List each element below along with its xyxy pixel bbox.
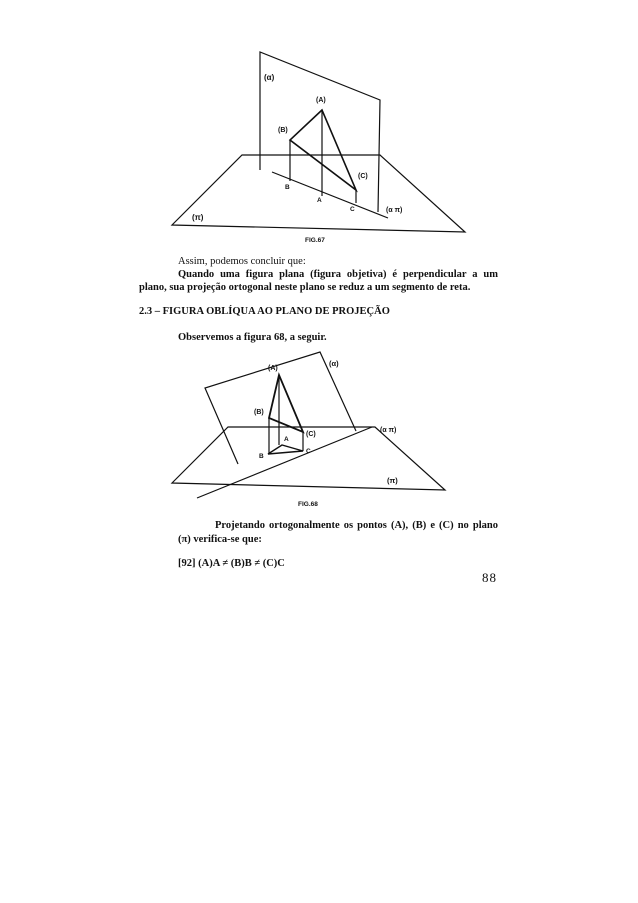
label-pi-67: (π) bbox=[192, 213, 204, 222]
label-intersection-67: (α π) bbox=[386, 207, 403, 214]
conclusion-line-2: plano, sua projeção ortogonal neste plano se reduz a um segmento de reta. bbox=[139, 282, 471, 293]
projecting-line-2: (π) verifica-se que: bbox=[178, 534, 262, 545]
triangle-68 bbox=[269, 375, 303, 432]
label-C-proj-68: C bbox=[306, 448, 311, 455]
intro-text: Assim, podemos concluir que: bbox=[178, 256, 306, 267]
label-A-proj-68: A bbox=[284, 436, 289, 443]
page-number: 88 bbox=[482, 570, 497, 585]
label-alpha-68: (α) bbox=[329, 359, 339, 368]
label-B-space-67: (B) bbox=[278, 127, 288, 134]
projected-triangle-68 bbox=[268, 445, 303, 454]
section-heading: 2.3 – FIGURA OBLÍQUA AO PLANO DE PROJEÇÃO bbox=[139, 306, 390, 317]
plane-alpha-68 bbox=[205, 352, 356, 464]
label-B-proj-67: B bbox=[285, 184, 290, 191]
label-A-space-68: (A) bbox=[268, 365, 278, 372]
projecting-line-1: Projetando ortogonalmente os pontos (A), (B) e (C) no plano bbox=[215, 520, 498, 531]
equation-92: [92] (A)A ≠ (B)B ≠ (C)C bbox=[178, 558, 285, 569]
label-A-space-67: (A) bbox=[316, 97, 326, 104]
label-C-proj-67: C bbox=[350, 206, 355, 213]
caption-fig68: FIG.68 bbox=[298, 501, 318, 508]
label-A-proj-67: A bbox=[317, 197, 322, 204]
label-C-space-68: (C) bbox=[306, 431, 316, 438]
caption-fig67: FIG.67 bbox=[305, 237, 325, 244]
label-B-space-68: (B) bbox=[254, 409, 264, 416]
label-C-space-67: (C) bbox=[358, 173, 368, 180]
conclusion-line-1: Quando uma figura plana (figura objetiva) é perpendicular a um bbox=[178, 269, 498, 280]
label-pi-68: (π) bbox=[387, 476, 398, 485]
label-B-proj-68: B bbox=[259, 453, 264, 460]
observe-text: Observemos a figura 68, a seguir. bbox=[178, 332, 327, 343]
label-alpha-67: (α) bbox=[264, 73, 275, 82]
label-intersection-68: (α π) bbox=[380, 427, 397, 434]
